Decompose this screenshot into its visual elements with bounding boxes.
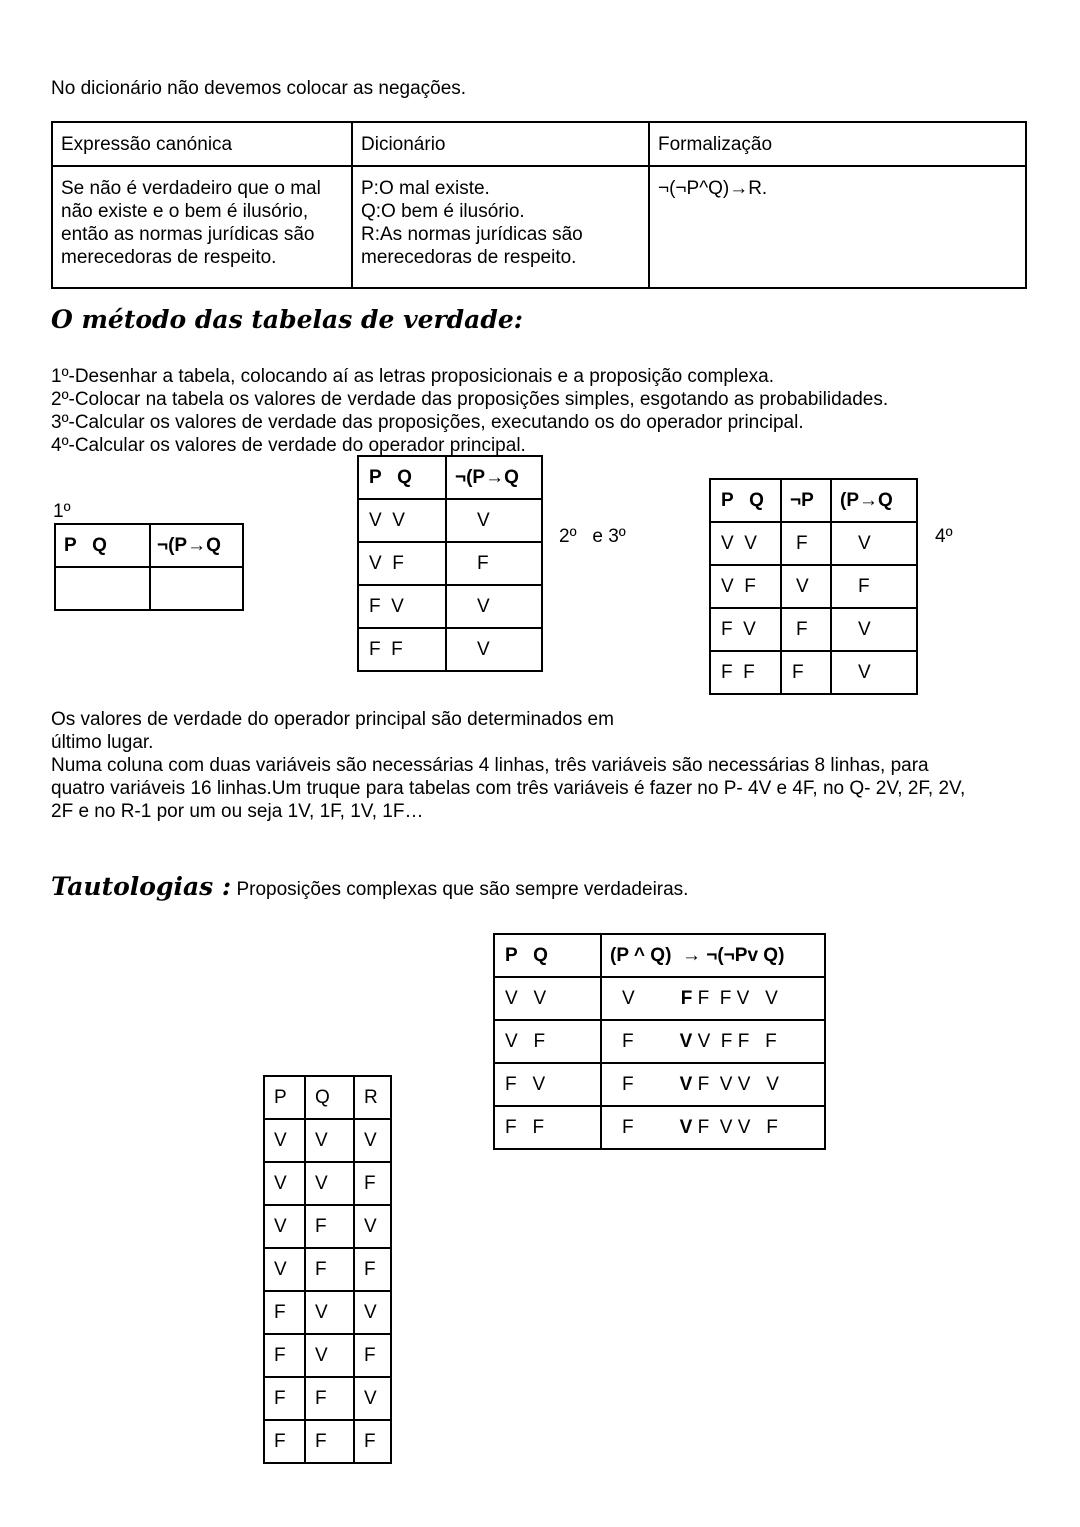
dictionary-line: merecedoras de respeito. <box>361 247 577 268</box>
table-row <box>358 542 542 585</box>
header-expression: Expressão canónica <box>52 122 352 166</box>
step-item: 3º-Calcular os valores de verdade das proposições, executando os do operador principal. <box>51 412 804 433</box>
table-row <box>358 499 542 542</box>
table-row <box>710 651 917 694</box>
step4-header-imp: (P→Q <box>831 479 917 522</box>
p-cell: F <box>264 1291 305 1334</box>
table-row <box>358 585 542 628</box>
pq-cell: F F <box>494 1106 601 1149</box>
taut-header-expr: (P ^ Q) → ¬(¬Pv Q) <box>601 934 825 977</box>
table-row <box>264 1291 391 1334</box>
tautology-definition: Proposições complexas que são sempre verdadeiras. <box>236 879 689 900</box>
notp-cell: F <box>781 608 831 651</box>
step4-table <box>709 478 918 695</box>
canonical-expression-table <box>51 121 1027 289</box>
pq-cell: F F <box>358 628 446 671</box>
step23-label: 2º e 3º <box>559 526 626 547</box>
step1-empty-cell <box>150 567 243 610</box>
pqr-header-q: Q <box>305 1076 354 1119</box>
r-cell: F <box>354 1162 391 1205</box>
q-cell: F <box>305 1205 354 1248</box>
intro-text: No dicionário não devemos colocar as negações. <box>51 78 467 99</box>
step1-header-pq: P Q <box>55 524 150 567</box>
table-row <box>710 608 917 651</box>
notes-line: 2F e no R-1 por um ou seja 1V, 1F, 1V, 1F… <box>51 801 424 822</box>
pq-cell: F V <box>710 608 781 651</box>
step23-table <box>357 455 543 672</box>
main-operator-value: V <box>679 1116 693 1138</box>
pq-cell: F F <box>710 651 781 694</box>
r-cell: V <box>354 1119 391 1162</box>
table-row <box>264 1119 391 1162</box>
table-row <box>494 977 825 1020</box>
q-cell: F <box>305 1248 354 1291</box>
main-operator-value: F <box>680 987 693 1009</box>
notes-line: Os valores de verdade do operador principal são determinados em <box>51 709 614 730</box>
step4-header-notp: ¬P <box>781 479 831 522</box>
pq-cell: V V <box>710 522 781 565</box>
step-item: 2º-Colocar na tabela os valores de verdade das proposições simples, esgotando as probabilidades. <box>51 389 889 410</box>
notes-line: último lugar. <box>51 732 154 753</box>
r-cell: V <box>354 1377 391 1420</box>
r-cell: V <box>354 1291 391 1334</box>
expression-line: então as normas jurídicas são <box>61 224 315 245</box>
step1-empty-cell <box>55 567 150 610</box>
main-operator-value: V <box>679 1030 693 1052</box>
p-cell: V <box>264 1248 305 1291</box>
notes-line: Numa coluna com duas variáveis são necessárias 4 linhas, três variáveis são necessárias 8 linhas, para <box>51 755 929 776</box>
table-row <box>358 628 542 671</box>
pq-cell: V F <box>494 1020 601 1063</box>
dictionary-line: Q:O bem é ilusório. <box>361 201 525 222</box>
step1-header-expr: ¬(P→Q <box>150 524 243 567</box>
dictionary-line: P:O mal existe. <box>361 178 490 199</box>
q-cell: V <box>305 1119 354 1162</box>
table-row <box>264 1334 391 1377</box>
dictionary-cell <box>352 166 649 288</box>
r-cell: F <box>354 1420 391 1463</box>
and-value: F <box>622 1073 634 1095</box>
expr-values-cell <box>601 977 825 1020</box>
step4-label: 4º <box>935 526 953 547</box>
p-cell: F <box>264 1420 305 1463</box>
value-cell: F <box>446 542 542 585</box>
notp-cell: V <box>781 565 831 608</box>
notes-line: quatro variáveis 16 linhas.Um truque para tabelas com três variáveis é fazer no P- 4V e 4F, no Q- 2V, 2F, 2V, <box>51 778 966 799</box>
sub-values: F F V V <box>697 987 778 1009</box>
step1-table <box>54 523 244 611</box>
table-row <box>264 1248 391 1291</box>
step-item: 4º-Calcular os valores de verdade do operador principal. <box>51 435 526 456</box>
method-heading: O método das tabelas de verdade: <box>51 305 523 334</box>
table-row <box>494 1020 825 1063</box>
table-row <box>264 1420 391 1463</box>
expression-line: Se não é verdadeiro que o mal <box>61 178 321 199</box>
and-value: F <box>622 1030 634 1052</box>
r-cell: F <box>354 1248 391 1291</box>
q-cell: V <box>305 1162 354 1205</box>
header-formalization: Formalização <box>649 122 1026 166</box>
expression-line: merecedoras de respeito. <box>61 247 277 268</box>
step23-header-pq: P Q <box>358 456 446 499</box>
table-row <box>494 1063 825 1106</box>
table-row <box>710 522 917 565</box>
step23-header-expr: ¬(P→Q <box>446 456 542 499</box>
pq-cell: V V <box>494 977 601 1020</box>
step4-header-pq: P Q <box>710 479 781 522</box>
pq-cell: V F <box>710 565 781 608</box>
notp-cell: F <box>781 522 831 565</box>
q-cell: V <box>305 1334 354 1377</box>
imp-cell: V <box>831 651 917 694</box>
table-row <box>264 1377 391 1420</box>
table-row <box>494 1106 825 1149</box>
p-cell: V <box>264 1162 305 1205</box>
tautology-table <box>493 933 826 1150</box>
q-cell: V <box>305 1291 354 1334</box>
expression-line: não existe e o bem é ilusório, <box>61 201 309 222</box>
p-cell: V <box>264 1119 305 1162</box>
q-cell: F <box>305 1420 354 1463</box>
pqr-header-p: P <box>264 1076 305 1119</box>
value-cell: V <box>446 585 542 628</box>
p-cell: F <box>264 1377 305 1420</box>
value-cell: V <box>446 499 542 542</box>
and-value: F <box>622 1116 634 1138</box>
tautology-heading: Tautologias : <box>51 872 232 901</box>
table-row <box>264 1162 391 1205</box>
header-dictionary: Dicionário <box>352 122 649 166</box>
expression-cell <box>52 166 352 288</box>
taut-header-pq: P Q <box>494 934 601 977</box>
pq-cell: V F <box>358 542 446 585</box>
main-operator-value: V <box>679 1073 693 1095</box>
sub-values: F V V V <box>697 1073 779 1095</box>
sub-values: F V V F <box>697 1116 778 1138</box>
pq-cell: V V <box>358 499 446 542</box>
dictionary-line: R:As normas jurídicas são <box>361 224 583 245</box>
pqr-header-r: R <box>354 1076 391 1119</box>
q-cell: F <box>305 1377 354 1420</box>
notes-paragraph <box>51 708 965 823</box>
imp-cell: V <box>831 608 917 651</box>
formalization-cell: ¬(¬P^Q)→R. <box>649 166 1026 288</box>
r-cell: V <box>354 1205 391 1248</box>
step1-label: 1º <box>53 501 71 522</box>
notp-cell: F <box>781 651 831 694</box>
imp-cell: V <box>831 522 917 565</box>
steps-list <box>51 365 888 457</box>
value-cell: V <box>446 628 542 671</box>
pq-cell: F V <box>494 1063 601 1106</box>
imp-cell: F <box>831 565 917 608</box>
p-cell: V <box>264 1205 305 1248</box>
tautology-block <box>51 872 688 901</box>
p-cell: F <box>264 1334 305 1377</box>
pqr-table <box>263 1075 392 1464</box>
sub-values: V F F F <box>697 1030 777 1052</box>
and-value: V <box>622 987 635 1009</box>
expr-values-cell <box>601 1063 825 1106</box>
expr-values-cell <box>601 1020 825 1063</box>
expr-values-cell <box>601 1106 825 1149</box>
r-cell: F <box>354 1334 391 1377</box>
table-row <box>710 565 917 608</box>
table-row <box>264 1205 391 1248</box>
step-item: 1º-Desenhar a tabela, colocando aí as letras proposicionais e a proposição complexa. <box>51 366 775 387</box>
pq-cell: F V <box>358 585 446 628</box>
